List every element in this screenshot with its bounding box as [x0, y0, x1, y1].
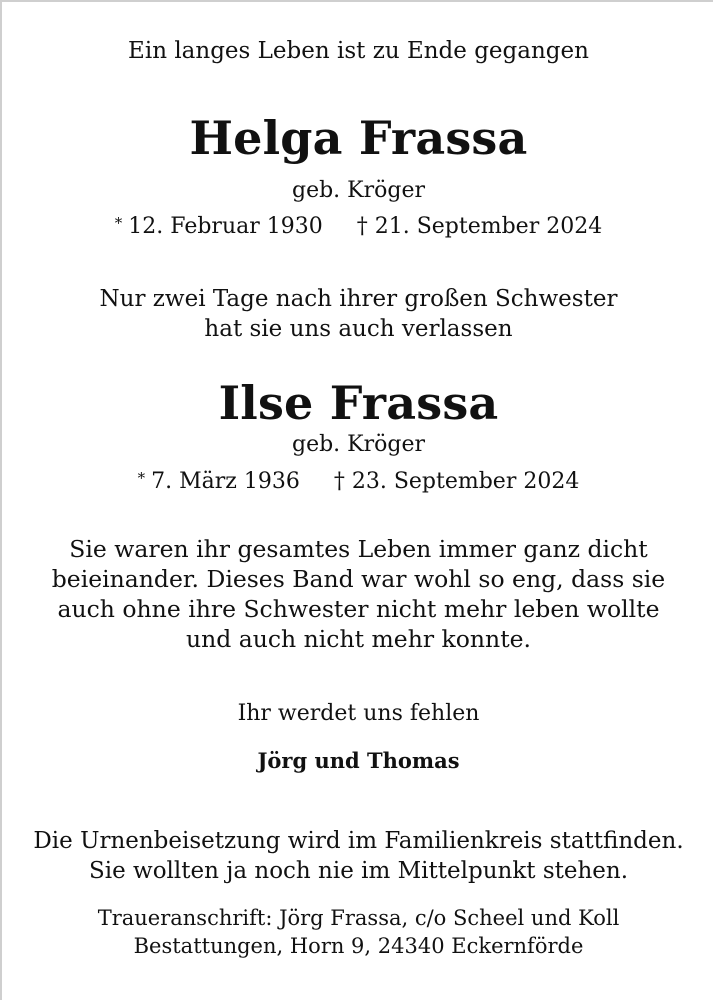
life-dates-ilse	[2, 471, 713, 493]
birth-asterisk: *	[137, 469, 146, 487]
middle-text-line-1: Nur zwei Tage nach ihrer großen Schwester	[99, 286, 618, 312]
maiden-name-ilse: geb. Kröger	[292, 432, 425, 457]
farewell-text: Ihr werdet uns fehlen	[237, 701, 480, 726]
deceased-name-helga: Helga Frassa	[189, 111, 528, 165]
burial-note-line-1: Die Urnenbeisetzung wird im Familienkreis stattfinden.	[33, 828, 684, 854]
mourning-address-line-1: Traueranschrift: Jörg Frassa, c/o Scheel und Koll	[97, 906, 620, 930]
death-date-ilse: † 23. September 2024	[333, 469, 580, 494]
body-text-line-4: und auch nicht mehr konnte.	[185, 625, 532, 653]
birth-asterisk: *	[114, 214, 123, 232]
maiden-name-helga: geb. Kröger	[292, 178, 425, 203]
birth-date-ilse: 7. März 1936	[151, 469, 300, 494]
death-date-helga: † 21. September 2024	[356, 214, 603, 239]
burial-note-line-2: Sie wollten ja noch nie im Mittelpunkt stehen.	[88, 858, 629, 884]
body-text-line-3: auch ohne ihre Schwester nicht mehr leben wollte	[57, 595, 660, 623]
deceased-name-ilse: Ilse Frassa	[218, 376, 499, 430]
middle-text-line-2: hat sie uns auch verlassen	[204, 316, 513, 342]
body-text-line-2: beieinander. Dieses Band war wohl so eng, dass sie	[51, 565, 666, 593]
body-text-line-1: Sie waren ihr gesamtes Leben immer ganz dicht	[69, 535, 648, 563]
birth-date-helga: 12. Februar 1930	[128, 214, 323, 239]
life-dates-helga	[2, 216, 713, 238]
mourners-signature: Jörg und Thomas	[257, 748, 460, 773]
intro-text: Ein langes Leben ist zu Ende gegangen	[128, 38, 589, 64]
mourning-address-line-2: Bestattungen, Horn 9, 24340 Eckernförde	[133, 934, 584, 958]
